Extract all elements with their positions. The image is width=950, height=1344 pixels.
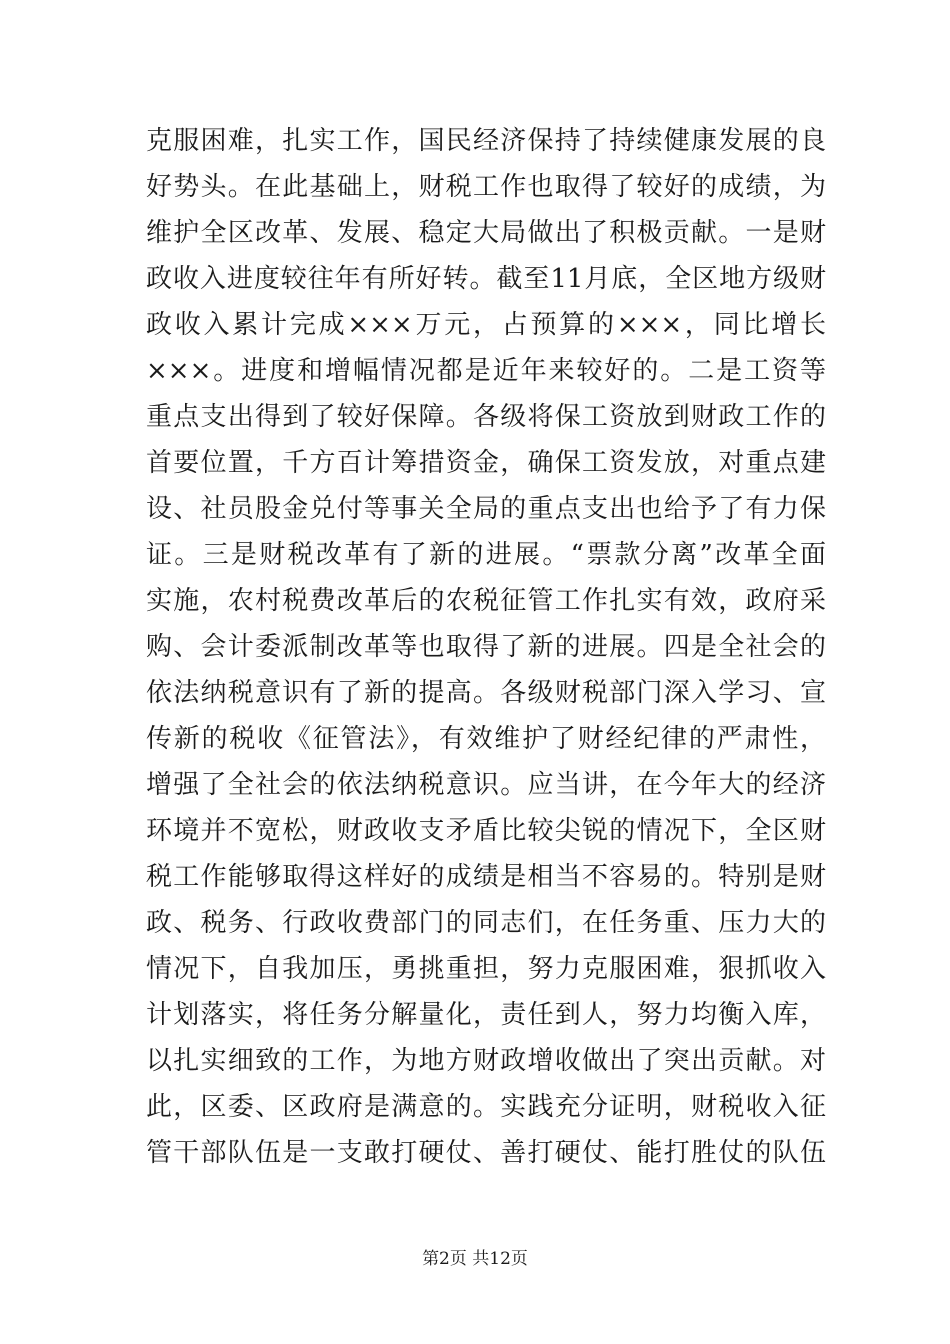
text-line: 依法纳税意识有了新的提高。各级财税部门深入学习、宣 bbox=[146, 678, 826, 708]
text-line: 重点支出得到了较好保障。各级将保工资放到财政工作的 bbox=[146, 402, 826, 432]
text-line: 传新的税收《征管法》，有效维护了财经纪律的严肃性， bbox=[146, 724, 826, 754]
body-paragraph bbox=[146, 118, 826, 1176]
text-line: 政收入累计完成×××万元，占预算的×××，同比增长 bbox=[146, 310, 826, 340]
text-line: 计划落实，将任务分解量化，责任到人，努力均衡入库， bbox=[146, 1000, 826, 1030]
text-line: 增强了全社会的依法纳税意识。应当讲，在今年大的经济 bbox=[146, 770, 826, 800]
text-line: 以扎实细致的工作，为地方财政增收做出了突出贡献。对 bbox=[146, 1046, 826, 1076]
text-line: 情况下，自我加压，勇挑重担，努力克服困难，狠抓收入 bbox=[146, 954, 826, 984]
text-line: 税工作能够取得这样好的成绩是相当不容易的。特别是财 bbox=[146, 862, 826, 892]
page-footer: 第2页 共12页 bbox=[422, 1249, 528, 1269]
text-line: 政收入进度较往年有所好转。截至11月底，全区地方级财 bbox=[146, 264, 826, 294]
text-line: 维护全区改革、发展、稳定大局做出了积极贡献。一是财 bbox=[146, 218, 826, 248]
text-line: 环境并不宽松，财政收支矛盾比较尖锐的情况下，全区财 bbox=[146, 816, 826, 846]
text-line: 此，区委、区政府是满意的。实践充分证明，财税收入征 bbox=[146, 1092, 826, 1122]
text-line: 好势头。在此基础上，财税工作也取得了较好的成绩，为 bbox=[146, 172, 826, 202]
text-line: ×××。进度和增幅情况都是近年来较好的。二是工资等 bbox=[146, 356, 826, 386]
text-line: 首要位置，千方百计筹措资金，确保工资发放，对重点建 bbox=[146, 448, 826, 478]
text-line: 购、会计委派制改革等也取得了新的进展。四是全社会的 bbox=[146, 632, 826, 662]
text-line: 政、税务、行政收费部门的同志们，在任务重、压力大的 bbox=[146, 908, 826, 938]
text-line: 管干部队伍是一支敢打硬仗、善打硬仗、能打胜仗的队伍 bbox=[146, 1138, 826, 1168]
text-line: 设、社员股金兑付等事关全局的重点支出也给予了有力保 bbox=[146, 494, 826, 524]
text-line: 实施，农村税费改革后的农税征管工作扎实有效，政府采 bbox=[146, 586, 826, 616]
text-line: 证。三是财税改革有了新的进展。“票款分离”改革全面 bbox=[146, 540, 826, 570]
text-line: 克服困难，扎实工作，国民经济保持了持续健康发展的良 bbox=[146, 126, 826, 156]
